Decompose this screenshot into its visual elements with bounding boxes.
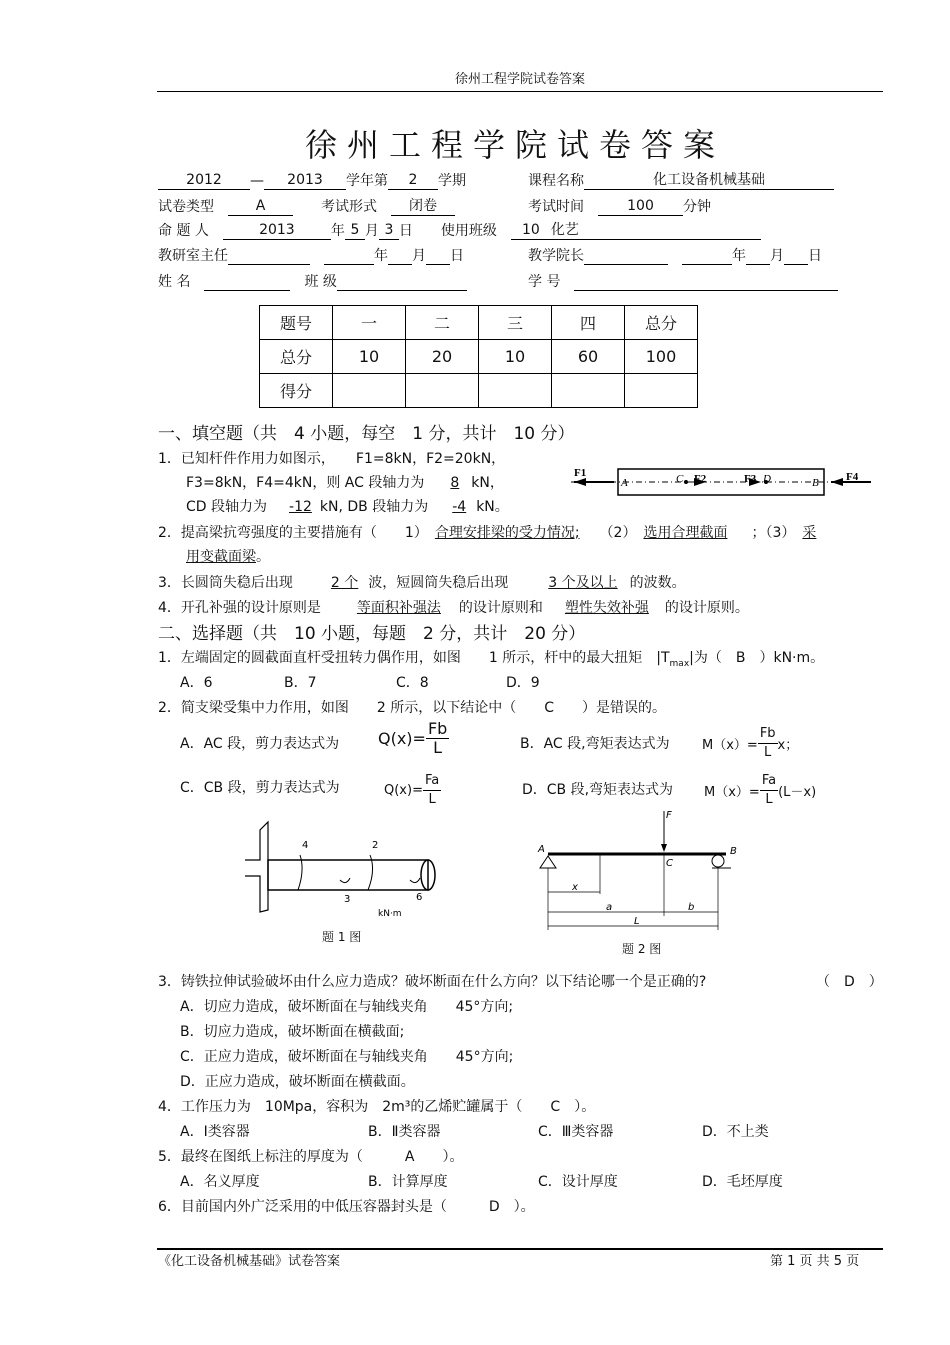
s2-q1-opts: A．6 B．7 C．8 D．9 [180, 675, 540, 691]
svg-text:a: a [606, 902, 613, 913]
s2-q3-D: D．正应力造成，破坏断面在横截面。 [180, 1074, 415, 1090]
fig2-caption: 题 2 图 [622, 942, 662, 956]
page-header: 徐州工程学院试卷答案 [454, 72, 585, 87]
info-line-5: 姓 名 班 级 [158, 271, 467, 291]
table-row: 得分 [260, 374, 698, 408]
svg-text:b: b [688, 902, 695, 913]
s2-q3-C: C．正应力造成，破坏断面在与轴线夹角 45°方向; [180, 1049, 514, 1065]
s1-q1a: 1．已知杆件作用力如图示， F1=8kN，F2=20kN， [158, 451, 506, 467]
formula-A: Q(x)= $\frac{Fb}{L}$ [378, 719, 448, 757]
svg-text:C: C [676, 473, 684, 485]
s2-q4: 4．工作压力为 10Mpa，容积为 2m³的乙烯贮罐属于（ C ）。 [158, 1099, 596, 1115]
info-line-1: 2012 — 2013 学年第 2 学期 [158, 170, 466, 190]
svg-text:6: 6 [416, 892, 423, 903]
svg-text:L: L [634, 916, 640, 927]
s1-q3: 3．长圆筒失稳后出现 2 个 波，短圆筒失稳后出现 3 个及以上 的波数。 [158, 575, 686, 591]
header-rule [157, 91, 883, 92]
s2-q2-C: C．CB 段，剪力表达式为 [180, 780, 340, 796]
svg-text:F4: F4 [846, 471, 859, 483]
s2-q3-answer: （ D ） [816, 974, 883, 990]
score-table [259, 305, 698, 408]
fig1-caption: 题 1 图 [322, 930, 362, 944]
svg-text:D: D [763, 473, 771, 485]
s1-q4: 4．开孔补强的设计原则是 等面积补强法 的设计原则和 塑性失效补强 的设计原则。 [158, 600, 749, 616]
s1-q2-cont: 用变截面梁。 [186, 549, 270, 565]
footer-left: 《化工设备机械基础》试卷答案 [158, 1254, 341, 1269]
svg-text:2: 2 [372, 840, 379, 851]
svg-text:F3: F3 [744, 473, 757, 485]
svg-text:x: x [572, 882, 578, 893]
s1-q1c: CD 段轴力为 -12 kN, DB 段轴力为 -4 kN。 [186, 499, 509, 515]
svg-text:B: B [812, 477, 819, 489]
s2-q2-D: D．CB 段,弯矩表达式为 [522, 782, 674, 798]
svg-text:C: C [666, 858, 673, 869]
course-line: 课程名称 化工设备机械基础 [528, 170, 834, 190]
s1-q2: 2．提高梁抗弯强度的主要措施有（ 1） 合理安排梁的受力情况; （2） 选用合理截面 ；（3） 采 [158, 525, 817, 541]
svg-text:F2: F2 [694, 473, 707, 485]
info-line-3: 命 题 人 2013 年 5 月 3 日 使用班级 10 化艺 [158, 220, 761, 240]
svg-text:A: A [538, 844, 545, 855]
svg-text:4: 4 [302, 840, 309, 851]
s2-q3: 3．铸铁拉伸试验破坏由什么应力造成？破坏断面在什么方向？以下结论哪一个是正确的? [158, 974, 707, 990]
beam-figure [536, 806, 746, 932]
s2-q5-opts: A．名义厚度 B．计算厚度 C．设计厚度 D．毛坯厚度 [180, 1174, 783, 1190]
table-row: 总分 10 20 10 60 100 [260, 340, 698, 374]
svg-text:F: F [666, 810, 672, 821]
torsion-figure [240, 820, 440, 922]
section-2-title: 二、选择题（共 10 小题，每题 2 分，共计 20 分） [158, 624, 586, 644]
svg-text:3: 3 [344, 894, 351, 905]
svg-text:B: B [730, 846, 737, 857]
formula-D: M（x）= $\frac{Fa}{L}$ (L－x) [704, 773, 817, 807]
svg-text:A: A [621, 477, 628, 489]
s1-q1b: F3=8kN，F4=4kN，则 AC 段轴力为 8 kN， [186, 475, 504, 491]
svg-text:kN·m: kN·m [378, 909, 402, 919]
table-row: 题号 一 二 三 四 总分 [260, 306, 698, 340]
s2-q4-opts: A．Ⅰ类容器 B．Ⅱ类容器 C．Ⅲ类容器 D．不上类 [180, 1124, 769, 1140]
s2-q5: 5．最终在图纸上标注的厚度为（ A ）。 [158, 1149, 464, 1165]
s2-q2-B: B．AC 段,弯矩表达式为 [520, 736, 670, 752]
page-title: 徐州工程学院试卷答案 [304, 126, 725, 164]
s2-q6: 6．目前国内外广泛采用的中低压容器封头是（ D ）。 [158, 1199, 535, 1215]
s2-q2: 2．简支梁受集中力作用，如图 2 所示，以下结论中（ C ）是错误的。 [158, 700, 667, 716]
info-line-2: 试卷类型 A 考试形式 闭卷 [158, 196, 455, 216]
svg-text:F1: F1 [574, 467, 587, 479]
dean-line: 教学院长 年 月 日 [528, 248, 822, 264]
time-line: 考试时间 100 分钟 [528, 198, 711, 215]
s2-q2-A: A．AC 段，剪力表达式为 [180, 736, 340, 752]
s2-q1: 1．左端固定的圆截面直杆受扭转力偶作用，如图 1 所示，杆中的最大扭矩 $|T_{max}|$为（ B ）kN·m。 [158, 650, 825, 669]
s2-q3-B: B．切应力造成，破坏断面在横截面; [180, 1024, 405, 1040]
info-line-4: 教研室主任 年 月 日 [158, 248, 464, 264]
s2-q3-A: A．切应力造成，破坏断面在与轴线夹角 45°方向; [180, 999, 514, 1015]
section-1-title: 一、填空题（共 4 小题，每空 1 分，共计 10 分） [158, 424, 575, 444]
footer-right: 第 1 页 共 5 页 [770, 1254, 860, 1269]
formula-C: Q(x)= $\frac{Fa}{L}$ [384, 773, 440, 807]
xuehao-line: 学 号 [528, 271, 838, 291]
axial-force-figure [566, 462, 876, 502]
formula-B: M（x）= $\frac{Fb}{L}$ x； [702, 726, 799, 760]
